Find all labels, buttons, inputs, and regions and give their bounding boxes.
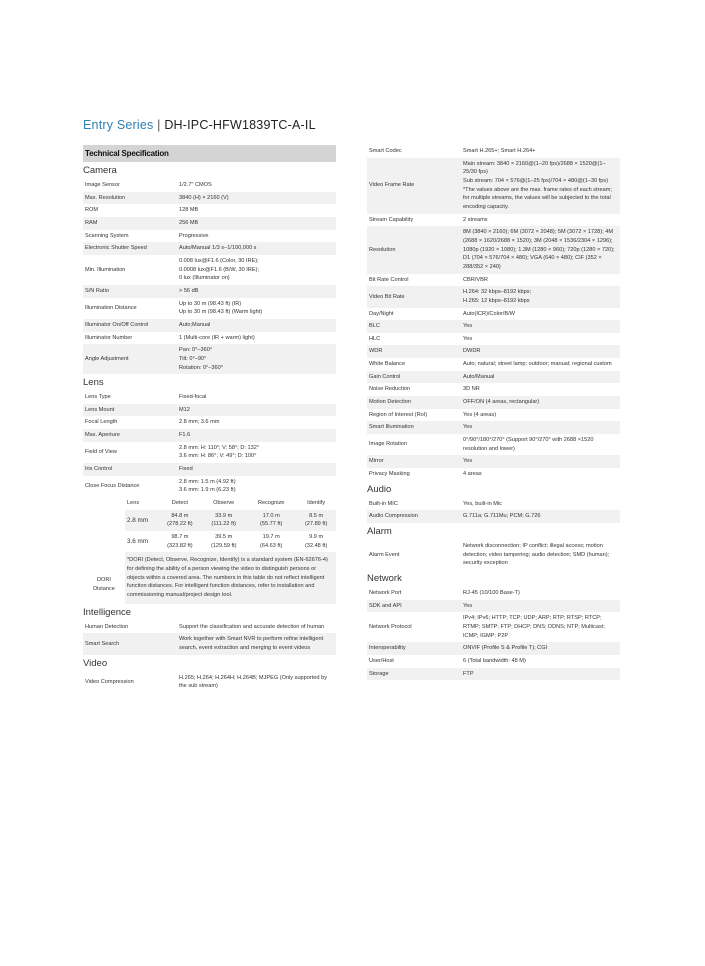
dori-label-text: DORI Distance xyxy=(93,577,115,592)
spec-row xyxy=(367,498,620,511)
camera-table xyxy=(83,179,336,374)
spec-row xyxy=(83,255,336,285)
spec-label: Smart Codec xyxy=(369,148,402,154)
spec-label: Noise Reduction xyxy=(369,386,411,393)
spec-label: Field of View xyxy=(85,449,117,456)
spec-label: Iris Control xyxy=(85,466,113,473)
dori-cell: 17.0 m (55.77 ft) xyxy=(260,512,283,528)
spec-value: Network disconnection; IP conflict; illegal access; motion detection; video tampering; audio detection; SMD (human); security exception xyxy=(463,543,610,567)
spec-value: Yes xyxy=(463,323,473,330)
dori-head-lens: Lens xyxy=(127,500,140,507)
spec-value: M12 xyxy=(179,406,190,413)
spec-label: HLC xyxy=(369,335,381,342)
spec-value: Up to 30 m (98.43 ft) (IR) Up to 30 m (98.43 ft) (Warm light) xyxy=(179,300,263,316)
dori-head-recognize: Recognize xyxy=(257,500,285,507)
spec-value: Auto/Manual 1/3 s–1/100,000 s xyxy=(179,245,257,252)
spec-label: Lens Mount xyxy=(85,406,115,413)
spec-value: 0°/90°/180°/270° (Support 90°/270° with 2688 ×1520 resolution and lower) xyxy=(463,437,594,452)
spec-label: WDR xyxy=(369,348,383,355)
spec-row xyxy=(367,320,620,333)
spec-label: S/N Ratio xyxy=(85,287,109,294)
spec-value: 4 areas xyxy=(463,471,482,478)
dori-head-identify: Identify xyxy=(307,500,326,507)
spec-label: Image Sensor xyxy=(85,182,120,188)
spec-row xyxy=(367,600,620,613)
spec-value: Work together with Smart NVR to perform refine intelligent search, event extraction and merging to event videos xyxy=(179,636,324,651)
spec-label: Mirror xyxy=(369,458,384,465)
spec-value: Yes, built-in Mic xyxy=(463,500,502,507)
spec-heading: Technical Specification xyxy=(83,145,336,162)
spec-row xyxy=(367,409,620,422)
spec-row xyxy=(83,298,336,319)
spec-row xyxy=(367,434,620,455)
spec-value: DWDR xyxy=(463,348,481,355)
spec-row xyxy=(367,642,620,655)
spec-row xyxy=(367,308,620,321)
spec-row xyxy=(367,468,620,481)
spec-label: Video Frame Rate xyxy=(369,182,415,189)
audio-table xyxy=(367,498,620,523)
section-title-alarm: Alarm xyxy=(367,526,392,537)
spec-value: Fixed xyxy=(179,466,193,473)
spec-value: Auto;Manual xyxy=(179,321,211,328)
spec-value: 256 MB xyxy=(179,219,199,226)
spec-value: 2.8 mm; 3.6 mm xyxy=(179,419,220,426)
spec-label: Storage xyxy=(369,670,389,677)
spec-row xyxy=(367,226,620,273)
spec-label: Day/Night xyxy=(369,310,394,317)
network-table xyxy=(367,587,620,680)
section-title-lens: Lens xyxy=(83,377,104,389)
spec-value: OFF/ON (4 areas, rectangular) xyxy=(463,399,540,406)
spec-row xyxy=(83,633,336,654)
spec-value: 128 MB xyxy=(179,207,199,214)
spec-label: Stream Capability xyxy=(369,216,414,223)
spec-value: IPv4; IPv6; HTTP; TCP; UDP; ARP; RTP; RTSP; RTCP; RTMP; SMTP; FTP; DHCP; DNS; DDNS; NTP; Multicast; ICMP; IGMP; P2P xyxy=(463,615,605,639)
alarm-table xyxy=(367,540,620,570)
dori-cell: 8.5 m (27.89 ft) xyxy=(304,512,328,528)
spec-value: Fixed-focal xyxy=(179,394,207,401)
spec-value: Smart H.265+; Smart H.264+ xyxy=(463,148,536,154)
dori-head-observe: Observe xyxy=(213,500,235,507)
spec-row xyxy=(367,286,620,307)
spec-label: Electronic Shutter Speed xyxy=(85,245,147,252)
spec-label: Audio Compression xyxy=(369,513,418,520)
right-column xyxy=(367,145,620,680)
spec-value: Yes xyxy=(463,335,473,342)
spec-row xyxy=(83,192,336,205)
spec-row xyxy=(367,612,620,642)
model-name: DH-IPC-HFW1839TC-A-IL xyxy=(164,118,316,132)
spec-row xyxy=(83,344,336,374)
spec-label: Bit Rate Control xyxy=(369,276,409,283)
spec-row xyxy=(367,371,620,384)
spec-row xyxy=(367,333,620,346)
spec-value: 2 streams xyxy=(463,216,488,223)
spec-value: 0.008 lux@F1.6 (Color, 30 IRE); 0.0008 lux@F1.6 (B/W, 30 IRE); 0 lux (Illuminator on) xyxy=(179,257,259,282)
spec-row xyxy=(83,319,336,332)
spec-row xyxy=(367,214,620,227)
spec-row xyxy=(83,476,336,497)
spec-row xyxy=(83,672,336,693)
spec-value: Auto(ICR)/Color/B/W xyxy=(463,310,515,317)
spec-value: 2.8 mm: 1.5 m (4.92 ft) 3.6 mm: 1.9 m (6.23 ft) xyxy=(179,478,236,494)
spec-label: RAM xyxy=(85,219,98,226)
spec-row xyxy=(367,587,620,600)
spec-label: User/Host xyxy=(369,657,394,664)
spec-row xyxy=(367,668,620,681)
spec-row xyxy=(83,242,336,255)
spec-label: BLC xyxy=(369,323,380,330)
spec-label: Close Focus Distance xyxy=(85,483,140,490)
spec-row xyxy=(367,158,620,214)
spec-row xyxy=(83,621,336,634)
spec-value: Progressive xyxy=(179,232,209,239)
spec-value: CBR/VBR xyxy=(463,276,488,283)
spec-value: FTP xyxy=(463,670,474,677)
spec-value: Support the classification and accurate detection of human xyxy=(179,623,325,630)
section-title-video: Video xyxy=(83,657,108,669)
dori-head-detect: Detect xyxy=(171,500,188,507)
section-title-audio: Audio xyxy=(367,483,392,495)
spec-label: Resolution xyxy=(369,246,396,253)
spec-label: Region of Interest (RoI) xyxy=(369,411,428,418)
dori-lens: 2.8 mm xyxy=(127,516,148,524)
spec-label: Motion Detection xyxy=(369,399,411,406)
dori-cell: 39.5 m (129.59 ft) xyxy=(210,534,237,549)
spec-label: Angle Adjustment xyxy=(85,355,129,362)
spec-label: Smart Search xyxy=(85,640,120,647)
spec-value: 3840 (H) × 2160 (V) xyxy=(179,194,229,201)
spec-value: 6 (Total bandwidth: 48 M) xyxy=(463,657,526,664)
spec-label: Human Detection xyxy=(85,623,129,630)
spec-value: Yes xyxy=(463,602,473,609)
spec-label: Max. Resolution xyxy=(85,194,126,201)
spec-label: Focal Length xyxy=(85,419,118,426)
spec-label: Gain Control xyxy=(369,373,401,380)
spec-label: SDK and API xyxy=(369,602,402,609)
spec-value: 2.8 mm: H: 110°; V: 58°; D: 132° 3.6 mm: H: 86°; V: 49°; D: 100° xyxy=(179,444,260,460)
spec-value: > 56 dB xyxy=(179,287,199,294)
spec-value: Yes (4 areas) xyxy=(463,411,497,418)
intelligence-table xyxy=(83,621,336,655)
dori-label xyxy=(83,497,125,604)
spec-value: H.265; H.264; H.264H; H.264B; MJPEG (Only supported by the sub stream) xyxy=(179,674,327,690)
spec-value: Yes xyxy=(463,458,473,465)
dori-note: *DORI (Detect, Observe, Recognize, Identify) is a standard system (EN-62676-4) for defining the ability of a person viewing the video to distinguish persons or objects within a covered area. The numbers in this table do not reflect intelligent function distances. For intelligent function distances, refer to installation and commissioning manual/project design tool. xyxy=(127,557,328,598)
spec-value: Main stream: 3840 × 2160@(1–20 fps)/2688 × 1520@(1–25/30 fps) Sub stream: 704 × 576@(1–25 fps)/704 × 480@(1–30 fps) *The values above are the max. frame rates of each stream; for multiple streams, the values will be subjected to the total encoding capacity. xyxy=(463,160,612,210)
spec-row xyxy=(367,383,620,396)
dori-cell: 33.9 m (111.22 ft) xyxy=(211,512,237,528)
spec-row xyxy=(367,540,620,570)
spec-row xyxy=(83,391,336,404)
spec-row xyxy=(83,463,336,476)
spec-row xyxy=(367,345,620,358)
spec-label: Built-in MIC xyxy=(369,500,398,507)
spec-label: Interoperability xyxy=(369,645,406,652)
spec-value: Auto; natural; street lamp; outdoor; manual; regional custom xyxy=(463,361,612,368)
spec-row xyxy=(367,421,620,434)
spec-label: Network Protocol xyxy=(369,623,412,630)
spec-label: Video Bit Rate xyxy=(369,293,405,300)
spec-label: Illuminator Number xyxy=(85,334,133,341)
lens-table xyxy=(83,391,336,497)
spec-label: ROM xyxy=(85,207,99,214)
spec-row xyxy=(367,455,620,468)
spec-label: Min. Illumination xyxy=(85,266,126,273)
spec-value: ONVIF (Profile S & Profile T); CGI xyxy=(463,645,548,652)
spec-row xyxy=(83,179,336,192)
spec-value: 1/2.7" CMOS xyxy=(179,182,212,188)
section-title-network: Network xyxy=(367,572,402,584)
spec-row xyxy=(83,230,336,243)
spec-row xyxy=(367,358,620,371)
dori-cell: 9.9 m (32.48 ft) xyxy=(304,534,328,549)
spec-value: 8M (3840 × 2160); 6M (3072 × 2048); 5M (3072 × 1728); 4M (2688 × 1620/2688 × 1520); 3M (2048 × 1536/2304 × 1296); 1080p (1920 × 1080); 1.3M (1280 × 960); 720p (1280 × 720); D1 (704 × 576/704 × 480); VGA (640 × 480); CIF (352 × 288/352 × 240) xyxy=(463,229,615,270)
spec-label: Image Rotation xyxy=(369,441,407,448)
dori-table xyxy=(83,497,336,604)
spec-label: Privacy Masking xyxy=(369,471,410,478)
spec-row xyxy=(367,396,620,409)
spec-value: G.711a; G.711Mu; PCM; G.726 xyxy=(463,513,541,520)
spec-row xyxy=(83,332,336,345)
spec-row xyxy=(367,145,620,158)
video-table xyxy=(83,672,336,693)
title-separator: | xyxy=(157,118,161,132)
spec-value: H.264: 32 kbps–8192 kbps; H.265: 12 kbps–8192 kbps xyxy=(463,289,532,304)
spec-value: Auto/Manual xyxy=(463,373,495,380)
spec-value: 1 (Multi-core (IR + warm) light) xyxy=(179,334,255,341)
spec-row xyxy=(367,274,620,287)
spec-value: Yes xyxy=(463,424,473,431)
spec-value: 3D NR xyxy=(463,386,480,393)
section-title-camera: Camera xyxy=(83,165,117,176)
spec-label: White Balance xyxy=(369,361,406,368)
spec-row xyxy=(83,217,336,230)
spec-label: Video Compression xyxy=(85,678,134,685)
spec-label: Lens Type xyxy=(85,394,111,401)
spec-label: Max. Aperture xyxy=(85,432,120,439)
spec-label: Network Port xyxy=(369,589,402,596)
dori-lens: 3.6 mm xyxy=(127,537,148,545)
series-name: Entry Series xyxy=(83,118,154,132)
spec-row xyxy=(83,204,336,217)
spec-row xyxy=(367,655,620,668)
dori-cell: 19.7 m (64.63 ft) xyxy=(260,534,283,549)
spec-value: F1.6 xyxy=(179,432,191,439)
spec-row xyxy=(367,510,620,523)
spec-label: Alarm Event xyxy=(369,551,400,558)
spec-row xyxy=(83,404,336,417)
document-title xyxy=(83,118,316,132)
spec-row xyxy=(83,429,336,442)
spec-row xyxy=(83,442,336,463)
dori-cell: 98.7 m (323.82 ft) xyxy=(167,534,193,549)
spec-label: Smart Illumination xyxy=(369,424,414,431)
spec-row xyxy=(83,416,336,429)
video-continued-table xyxy=(367,145,620,481)
spec-row xyxy=(83,285,336,298)
spec-label: Illumination Distance xyxy=(85,304,137,311)
spec-value: RJ-45 (10/100 Base-T) xyxy=(463,589,520,596)
spec-value: Pan: 0°–360° Tilt: 0°–90° Rotation: 0°–360° xyxy=(179,347,223,371)
section-title-intelligence: Intelligence xyxy=(83,606,132,618)
spec-label: Scanning System xyxy=(85,232,129,239)
spec-label: Illuminator On/Off Control xyxy=(85,321,149,328)
dori-cell: 84.8 m (278.22 ft) xyxy=(167,512,193,528)
left-column xyxy=(83,145,336,693)
dori-header-row xyxy=(83,497,336,510)
